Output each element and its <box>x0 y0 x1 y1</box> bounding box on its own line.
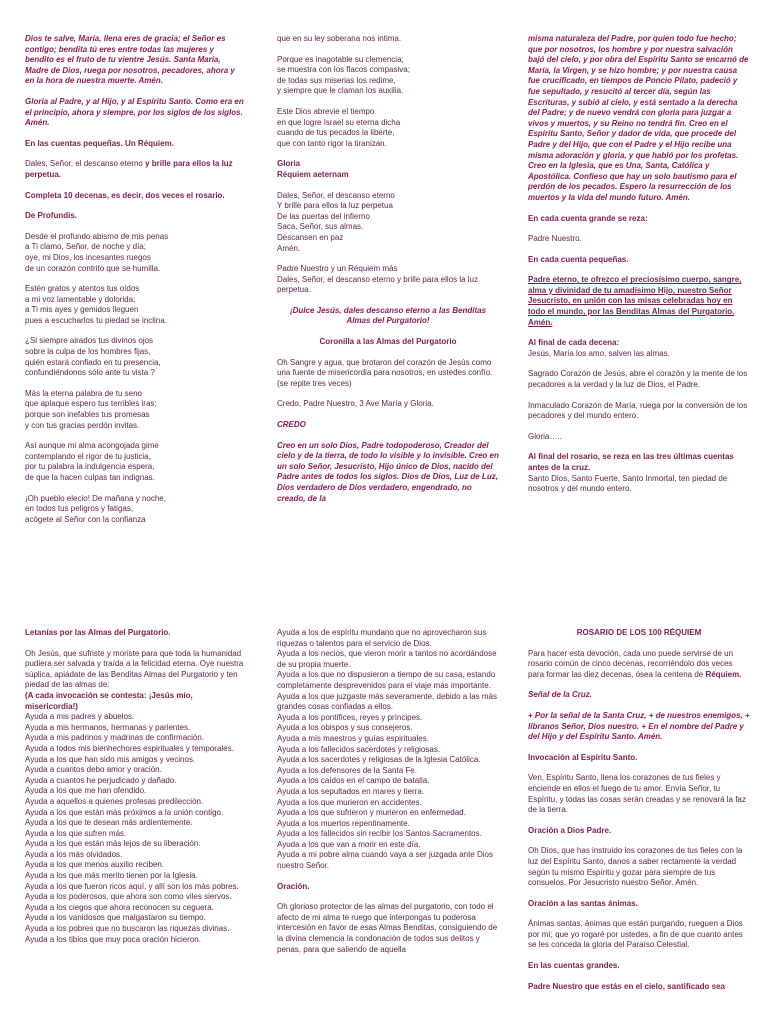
litany-item: Ayuda a mis padrinos y madrinas de confirmación. <box>25 733 205 743</box>
credo-continued: misma naturaleza del Padre, por quien todo fue hecho; que por nosotros, los hombre y por nuestra salvación bajó del cielo, y por obra del Espíritu Santo se encarnó de María, la Virgen, y se hizo hombre; y por nuestra causa fue crucificado, en tiempos de Poncio Pilato, padeció y fue sepultado, y resucitó al tercer día, según las Escrituras, y subió al cielo, y está sentado a la derecha del Padre; y de nuevo vendrá con gloria para juzgar a vivos y muertos, y su Reino no tendrá fin. Creo en el Espíritu Santo, Señor y dador de vida, que procede del Padre y del Hijo, que con el Padre y el Hijo recibe una misma adoración y gloria, y que habló por los profetas. Creo en la Iglesia, que es Una, Santa, Católica y Apostólica. Confieso que hay un solo bautismo para el perdón de los pecados. Espero la resurrección de los muertos y la vida del mundo futuro. Amén. <box>528 34 749 202</box>
litany-item: Ayuda a los fallecidos sin recibir los Santos Sacramentos. <box>277 829 482 839</box>
litany-item: Ayuda a los pobres que no buscaron las riquezas divinas. <box>25 924 230 934</box>
litany-item: Ayuda a los caídos en el campo de batalla. <box>277 776 430 786</box>
litany-item: Ayuda a los muertos repentinamente. <box>277 818 410 828</box>
rosary-intro-text: Para hacer esta devoción, cada uno puede servirse de un rosario común de cinco decenas, recorriéndolo dos veces para formar las diez decenas, ósea la centena de <box>528 648 734 679</box>
inmaculado-corazon: Inmaculado Corazón de María, ruega por la conversión de los pecadores y del mundo entero. <box>528 400 748 421</box>
senal-title: Señal de la Cruz. <box>528 690 593 700</box>
verse: y con tus gracias perdón invitas. <box>25 420 140 430</box>
verse: acógete al Señor con la confianza <box>25 514 146 524</box>
litany-item: Ayuda a los que están más próximos a la unión contigo. <box>25 807 224 817</box>
verse: Así aunque mi alma acongojada gime <box>25 441 159 451</box>
verse: se muestra con los flacos compasiva; <box>277 65 410 75</box>
litany-item: Ayuda a los que murieron en accidentes. <box>277 797 422 807</box>
gloria-line: Gloria….. <box>528 431 562 441</box>
stanza-2 <box>25 284 245 326</box>
gloria-heading: Gloria <box>277 159 301 169</box>
verse: porque son inefables tus promesas <box>25 410 150 420</box>
stanza-7 <box>277 55 499 97</box>
litany-item: Ayuda a los sacerdotes y religiosas de la Iglesia Católica. <box>277 755 481 765</box>
verse: ¡Oh pueblo elecio! De mañana y noche, <box>25 493 166 503</box>
verse: pues a escucharlos tu piedad se inclina. <box>25 315 167 325</box>
column-3-top <box>528 34 750 558</box>
column-2-top <box>277 34 499 558</box>
verse: Saca, Señor, sus almas. <box>277 222 364 232</box>
verse: Porque es inagotable su clemencia; <box>277 54 404 64</box>
verse: Este Dios abrevie el tiempo <box>277 106 375 116</box>
rosary-100-title: ROSARIO DE LOS 100 RÉQUIEM <box>576 628 702 637</box>
rosary-intro-bold: Réquiem. <box>705 669 742 679</box>
litany-item: Ayuda a los que te desean más ardientemente. <box>25 818 193 828</box>
column-2-bottom <box>277 628 499 1024</box>
litany-item: Ayuda a los necios, que vieron morir a tantos no acordándose de su propia muerte. <box>277 649 497 669</box>
sagrado-corazon: Sagrado Corazón de Jesús, abre el corazón y la mente de los pecadores a la verdad y la luz de Dios, el Padre. <box>528 369 748 390</box>
large-beads-text: Padre Nuestro que estás en el cielo, santificado sea <box>528 981 725 991</box>
litany-item: Ayuda a mi pobre alma cuando vaya a ser juzgada ante Dios nuestro Señor. <box>277 850 493 871</box>
verse: en todos tus peligros y fatigas, <box>25 504 134 514</box>
litany-list <box>277 628 499 872</box>
verse: y siempre que le claman los auxilia. <box>277 86 404 96</box>
dales-full: Dales, Señor, el descanso eterno y brille para ellos la luz perpetua. <box>277 274 478 295</box>
verse: a Ti clamo, Señor, de noche y día; <box>25 242 146 252</box>
litany-item: Ayuda a los que sufrieron y murieron en enfermedad. <box>277 808 466 818</box>
litany-item: Ayuda a mis padres y abuelos. <box>25 712 135 722</box>
verse: Más la eterna palabra de tu seno <box>25 388 142 398</box>
santo-dios: Santo Dios, Santo Fuerte, Santo Inmortal, ten piedad de nosotros y del mundo entero. <box>528 473 728 494</box>
litany-item: Ayuda a los que no dispusieron a tiempo de su casa, estando completamente desprevenidos para el viaje más importante. <box>277 670 496 690</box>
end-decade-line: Jesús, María los amo, salven las almas. <box>528 348 670 358</box>
litany-item: Ayuda a los sepultados en mares y tierra. <box>277 786 425 796</box>
rosary-intro <box>528 649 750 681</box>
complete-decades-note: Completa 10 decenas, es decir, dos veces el rosario. <box>25 190 225 200</box>
stanza-6 <box>25 494 245 526</box>
verse: por tu palabra la indulgencia espera, <box>25 462 155 472</box>
litany-item: Ayuda a los ciegos que ahora reconocen su ceguera. <box>25 902 214 912</box>
oracion-title: Oración. <box>277 881 310 891</box>
verse: quién estará confiado en tu presencia, <box>25 357 161 367</box>
verse: oye, mi Dios, los incesantes ruegos <box>25 252 151 262</box>
litany-item: Ayuda a los vanidosos que malgastaron su tiempo. <box>25 913 206 923</box>
small-beads-heading: En cada cuenta pequeñas. <box>528 254 629 264</box>
verse: sobre la culpa de los hombres fijas, <box>25 347 151 357</box>
litany-item: Ayuda a los defensores de la Santa Fe. <box>277 765 417 775</box>
verse: Dales, Señor, el descanso eterno <box>277 190 395 200</box>
oracion-text: Oh glorioso protector de las almas del purgatorio, con todo el afecto de mi alma te ruego que interpongas tu poderosa intercesión en favor de esas Almas Benditas, consiguiendo de la divina clemencia la condonación de todos sus delitos y penas, para que saliendo de aquella <box>277 902 498 954</box>
end-decade-title: Al final de cada decena: <box>528 338 620 348</box>
column-1-top <box>25 34 245 558</box>
litany-item: Ayuda a aquellos a quienes profesas predilección. <box>25 796 204 806</box>
stanza-3 <box>25 336 245 378</box>
dales-bold: y brille para ellos la luz perpetua. <box>25 159 233 179</box>
litany-item: Ayuda a los que fueron ricos aquí, y allí son los más pobres. <box>25 881 239 891</box>
padre-nuestro: Padre Nuestro. <box>528 234 582 244</box>
litany-item: Ayuda a los que sufren más. <box>25 828 127 838</box>
padre-title: Oración a Dios Padre. <box>528 825 612 835</box>
dales-text: Dales, Señor, el descanso eterno <box>25 159 143 169</box>
credo-line: Credo, Padre Nuestro, 3 Ave María y Gloria. <box>277 399 434 409</box>
stanza-8 <box>277 107 499 149</box>
stanza-1 <box>25 232 245 274</box>
litany-item: Ayuda a los pontífices, reyes y príncipes. <box>277 712 423 722</box>
requiem-title: Réquiem aeternam <box>277 169 349 179</box>
verse: que con tanto rigor la tiranizan. <box>277 138 387 148</box>
large-bead-heading: En cada cuenta grande se reza: <box>528 213 648 223</box>
litany-item: Ayuda a los que juzgaste más severamente, debido a las más grandes cosas confiadas a ellos. <box>277 691 497 712</box>
column-3-bottom <box>528 628 750 1024</box>
verse: a Ti mis ayes y gemidos lleguen <box>25 305 139 315</box>
verse: cuando de tus pecados la liberte, <box>277 128 395 138</box>
litany-item: Ayuda a cuantos debo amor y oración. <box>25 765 162 775</box>
verse: Estén gratos y atentos tus oídos <box>25 284 140 294</box>
credo-title: CREDO <box>277 420 306 430</box>
animas-text: Ánimas santas, ánimas que están purgando, rueguen a Dios por mí; que yo rogaré por ustedes, a fin de que cuanto antes se les conceda la gloria del Paraíso Celestial. <box>528 919 743 950</box>
continued-line: que en su ley soberana nos intima. <box>277 34 402 43</box>
litany-item: Ayuda a los poderosos, que ahora son como viles siervos. <box>25 892 232 902</box>
litany-item: Ayuda a los fallecidos sacerdotes y religiosas. <box>277 744 441 754</box>
litany-item: Ayuda a los tibios que muy poca oración hicieron. <box>25 934 201 944</box>
senal-text: + Por la señal de la Santa Cruz, + de nuestros enemigos, + líbranos Señor, Dios nuestro. + En el nombre del Padre y del Hijo y del Espíritu Santo. Amén. <box>528 710 750 742</box>
invocacion-text: Ven, Espíritu Santo, llena los corazones de tus fieles y enciende en ellos el fuego de tu amor. Envía Señor, tu Espíritu, y todas las cosas serán creadas y se renovará la faz de la tierra. <box>528 773 746 815</box>
de-profundis-title: De Profundis. <box>25 211 78 221</box>
verse: De las puertas del infierno <box>277 211 370 221</box>
litany-item: Ayuda a todos mis bienhechores espirituales y temporales. <box>25 743 234 753</box>
padre-text: Oh Dios, que has instruido los corazones de tus fieles con la luz del Espíritu Santo, danos a saber rectamente la verdad según tu mismo Espíritu y gozar para siempre de tus consuelos. Por Jesucristo nuestro Señor. Amén. <box>528 846 743 888</box>
litany-item: Ayuda a los que más merito tienen por la Iglesia. <box>25 871 198 881</box>
small-beads-heading: En las cuentas pequeñas. Un Réquiem. <box>25 138 174 148</box>
verse: Y brille para ellos la luz perpetua <box>277 201 393 211</box>
column-1-bottom <box>25 628 245 1024</box>
verse: a mi voz lamentable y dolorida; <box>25 294 136 304</box>
litany-item: Ayuda a los que me han ofendido. <box>25 786 147 796</box>
verse: contemplando el rigor de tu justicia, <box>25 451 151 461</box>
litanies-response: (A cada invocación se contesta: ¡Jesús mío, misericordia!) <box>25 690 193 711</box>
verse: de que la hacen culpas tan indignas. <box>25 473 155 482</box>
end-rosary-title: Al final del rosario, se reza en las tres últimas cuentas antes de la cruz. <box>528 452 734 472</box>
animas-title: Oración a las santas ánimas. <box>528 898 638 908</box>
verse: de todas sus miserias los redime, <box>277 75 396 85</box>
litany-list <box>25 712 245 945</box>
litany-item: Ayuda a los de espíritu mundano que no aprovecharon sus riquezas o talentos para el servicio de Dios. <box>277 628 487 648</box>
requiem-lines <box>277 191 499 255</box>
verse: confundiéndonos sólo ante tu vista ? <box>25 368 155 378</box>
litany-item: Ayuda a mis hermanos, hermanas y parientes. <box>25 722 191 732</box>
litany-item: Ayuda a mis maestros y guías espirituales. <box>277 733 429 743</box>
padre-requiem-line: Padre Nuestro y un Réquiem más <box>277 264 398 274</box>
verse: ¿Si siempre airados tus divinos ojos <box>25 336 154 346</box>
padre-eterno-prayer: Padre eterno, te ofrezco el preciosísimo cuerpo, sangre, alma y divinidad de tu amadísimo Hijo, nuestro Señor Jesucristo, en unión con las misas celebradas hoy en todo el mundo, por las Benditas Almas del Purgatorio. Amén. <box>528 275 742 327</box>
litany-item: Ayuda a los que van a morir en este día. <box>277 839 421 849</box>
dulce-jesus: ¡Dulce Jesús, dales descanso eterno a las Benditas Almas del Purgatorio! <box>289 305 487 326</box>
litany-item: Ayuda a cuantos he perjudicado y dañado. <box>25 775 177 785</box>
litany-item: Ayuda a los que están más lejos de su liberación. <box>25 839 201 849</box>
oh-sangre: Oh Sangre y agua, que brotaron del corazón de Jesús como una fuente de misericordia para nosotros, en ustedes confío. (se repite tres veces) <box>277 357 493 388</box>
ave-maria-prayer: Dios te salve, María, llena eres de gracia; el Señor es contigo; bendita tú eres entre todas las mujeres y bendito es el fruto de tu vientre Jesús. Santa María, Madre de Dios, ruega por nosotros, pecadores, ahora y en la hora de nuestra muerte. Amén. <box>25 34 235 86</box>
verse: de un corazón contrito que se humilla. <box>25 263 161 273</box>
litany-item: Ayuda a los que menos auxilio reciben. <box>25 860 165 870</box>
verse: que aplaque espero tus terribles iras; <box>25 399 157 409</box>
invocacion-title: Invocación al Espíritu Santo. <box>528 752 638 762</box>
credo-text: Creo en un solo Dios, Padre todopoderoso, Creador del cielo y de la tierra, de todo lo visible y lo invisible. Creo en un solo Señor, Jesucristo, Hijo único de Dios, nacido del Padre antes de todos los siglos. Dios de Dios, Luz de Luz, Dios verdadero de Dios verdadero, engendrado, no creado, de la <box>277 440 499 503</box>
large-beads-title: En las cuentas grandes. <box>528 961 620 971</box>
dales-paragraph <box>25 159 245 180</box>
litany-item: Ayuda a los obispos y sus consejeros. <box>277 723 413 733</box>
verse: Descansen en paz <box>277 232 344 242</box>
stanza-5 <box>25 441 245 483</box>
coronilla-title: Coronilla a las Almas del Purgatorio <box>319 337 457 347</box>
litanies-title: Letanías por las Almas del Purgatorio. <box>25 628 171 637</box>
litanies-intro: Oh Jesús, que sufriste y moriste para que toda la humanidad pudiera ser salvada y traída a la felicidad eterna. Oye nuestra súplica, apiádate de las Benditas Almas del Purgatorio y ten piedad de las almas de: <box>25 648 244 690</box>
verse: Desde el profundo abismo de mis penas <box>25 231 169 241</box>
verse: en que logre Israel su eterna dicha <box>277 117 401 127</box>
stanza-4 <box>25 389 245 431</box>
litany-item: Ayuda a los que han sido mis amigos y vecinos. <box>25 754 196 764</box>
verse: Amén. <box>277 243 301 253</box>
litany-item: Ayuda a los más olvidados. <box>25 849 123 859</box>
gloria-prayer: Gloria al Padre, y al Hijo, y al Espíritu Santo. Como era en el principio, ahora y siempre, por los siglos de los siglos. Amén. <box>25 96 244 128</box>
